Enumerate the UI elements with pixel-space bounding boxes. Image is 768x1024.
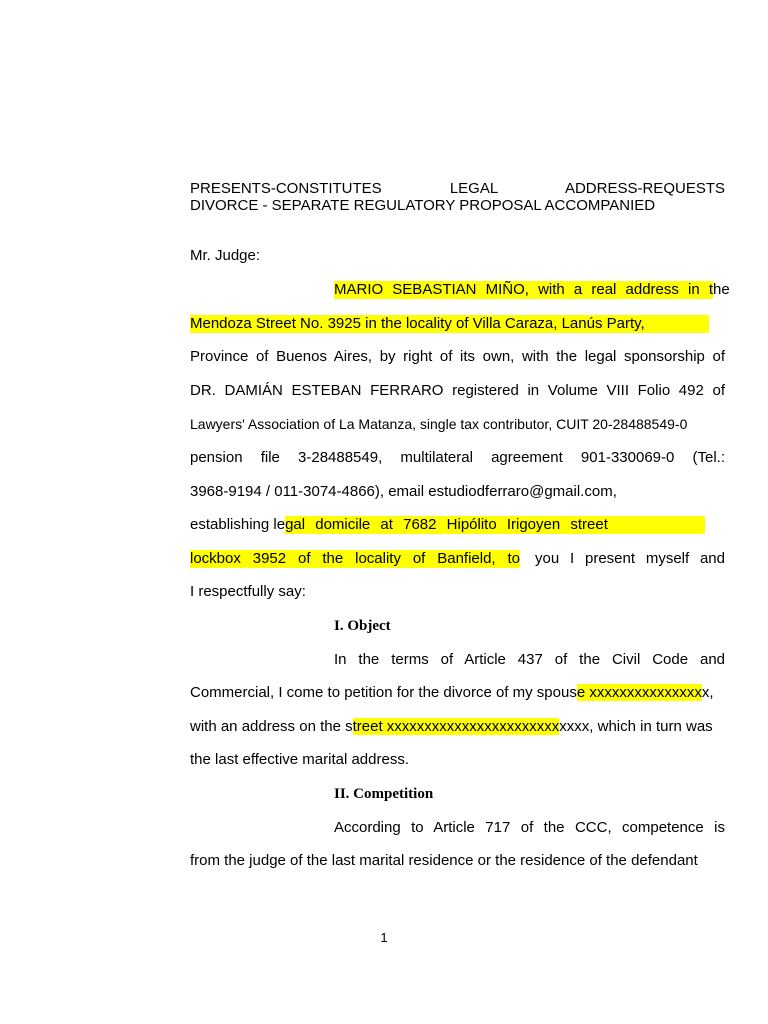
highlighted-text: lockbox 3952 of the locality of Banfield, to xyxy=(190,550,520,567)
body-text: he xyxy=(713,281,730,298)
body-line-5: Lawyers' Association of La Matanza, single tax contributor, CUIT 20-28488549-0 xyxy=(190,416,688,432)
body-text: with an address on the s xyxy=(190,718,353,735)
highlighted-text: Mendoza Street No. 3925 in the locality of Villa Caraza, Lanús Party, xyxy=(190,315,709,333)
section-heading-competition: II. Competition xyxy=(334,786,434,802)
object-line-1: In the terms of Article 437 of the Civil Code and xyxy=(334,651,725,668)
highlighted-text: treet xxxxxxxxxxxxxxxxxxxxxxx xyxy=(352,718,560,735)
body-line-1 xyxy=(334,281,730,299)
body-text: establishing le xyxy=(190,516,286,533)
page-number: 1 xyxy=(380,930,388,945)
body-line-2 xyxy=(190,315,725,333)
body-text: x, xyxy=(701,684,714,701)
highlighted-text: e xxxxxxxxxxxxxxx xyxy=(576,684,702,701)
body-line-6: pension file 3-28488549, multilateral agreement 901-330069-0 (Tel.: xyxy=(190,449,725,466)
body-text: xxxx, which in turn was xyxy=(559,718,713,735)
body-line-3: Province of Buenos Aires, by right of its own, with the legal sponsorship of xyxy=(190,348,725,365)
competition-line-1: According to Article 717 of the CCC, competence is xyxy=(334,819,725,836)
highlighted-text: MARIO SEBASTIAN MIÑO, with a real address in t xyxy=(334,281,713,298)
body-line-9 xyxy=(190,550,725,568)
document-title-line-1: PRESENTS-CONSTITUTES LEGAL ADDRESS-REQUESTS xyxy=(190,180,725,197)
salutation: Mr. Judge: xyxy=(190,247,261,264)
object-line-3 xyxy=(190,718,725,736)
competition-line-2: from the judge of the last marital residence or the residence of the defendant xyxy=(190,852,698,869)
body-line-7: 3968-9194 / 011-3074-4866), email estudiodferraro@gmail.com, xyxy=(190,483,617,500)
body-line-8 xyxy=(190,516,725,534)
body-text: you I present myself and xyxy=(535,550,725,567)
highlighted-text: gal domicile at 7682 Hipólito Irigoyen street xyxy=(285,516,705,534)
object-line-2 xyxy=(190,684,725,702)
body-line-10: I respectfully say: xyxy=(190,583,306,600)
section-heading-object: I. Object xyxy=(334,618,391,634)
document-title-line-2: DIVORCE - SEPARATE REGULATORY PROPOSAL ACCOMPANIED xyxy=(190,197,656,214)
body-text: Commercial, I come to petition for the divorce of my spous xyxy=(190,684,577,701)
object-line-4: the last effective marital address. xyxy=(190,751,409,768)
body-line-4: DR. DAMIÁN ESTEBAN FERRARO registered in Volume VIII Folio 492 of xyxy=(190,382,725,399)
